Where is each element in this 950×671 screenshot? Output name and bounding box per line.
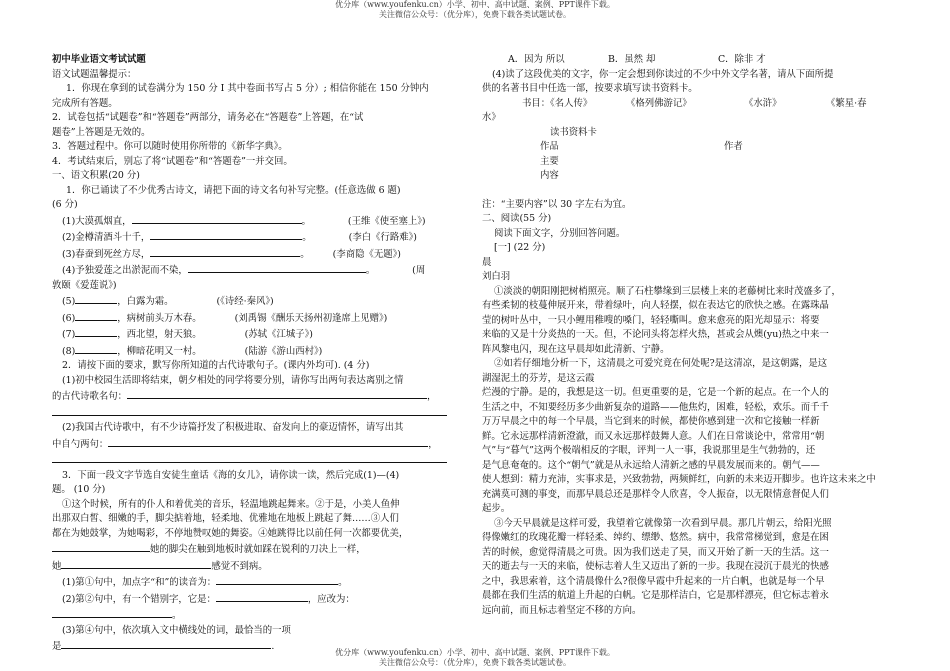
footer-line-1: 优分库（www.youfenku.cn）小学、初中、高中试题、案例、PPT课件下载。 [335,648,615,657]
poem-5-text: ，白露为霜。 [117,296,174,307]
notice-2: 2．试卷包括“试题卷”和“答题卷”两部分，请务必在“答题卷”上答题，在“试 [52,112,364,123]
options-row [482,53,902,68]
notice-4: 4．考试结束后，别忘了将“试题卷”和“答题卷”一并交回。 [52,155,293,167]
answer-blank[interactable] [150,229,302,240]
question-2-2-answer [52,436,470,453]
period: 。 [338,577,348,588]
card-author-label: 作者 [724,140,743,152]
header-line-1: 优分库（www.youfenku.cn）小学、初中、高中试题、案例、PPT课件下载。 [335,0,615,9]
option-a: A．因为 所以 [508,54,565,65]
question-1-score: (6 分) [52,199,78,210]
book-item: 《繁星·春 [826,97,867,109]
section-1-heading: 一、语文积累(20 分) [52,170,140,181]
header-line-2: 关注微信公众号：（优分库），免费下载各类试题试卷。 [379,10,571,19]
answer-blank[interactable] [75,293,117,304]
poem-4-end: 。 [365,265,376,276]
footer-line-2: 关注微信公众号：（优分库），免费下载各类试题试卷。 [379,658,571,667]
question-2-1-label: 的古代诗歌名句： [52,391,128,402]
question-4: (4)读了这段优美的文字，你一定会想到你读过的不少中外文学名著，请从下面所提 [492,68,834,80]
sub-question-3: (3)第④句中，依次填入文中横线处的词，最恰当的一项 [62,624,291,636]
poem-1-end: 。 [301,215,311,227]
answer-blank[interactable] [132,213,302,224]
poem-3-text: (3)春蚕到死丝方尽， [62,248,151,260]
reading-card [482,126,902,198]
passage-line: 都在为她鼓掌，为她喝彩，不停地赞叹她的舞姿。④她跳得比以前任何一次都要优美， [52,527,409,539]
answer-blank[interactable] [216,591,308,602]
essay-line: 起步。 [482,503,511,514]
card-title: 读书资料卡 [550,126,597,138]
book-item: 《格列佛游记》 [626,97,692,109]
poem-8-num: (8) [62,345,76,357]
essay-line: 鲜。它永远那样清新澄澈，而又永远那样鼓舞人意。人们在日常谈论中，常常用“朝 [482,430,825,442]
poem-7-num: (7) [62,329,76,340]
essay-line: 万万早晨之中的每一个早晨，当它到来的时候，都使你感到建一次和它接触一样新 [482,416,820,427]
poem-5-source: (《诗经·秦风》) [216,296,274,307]
poem-item-1 [52,213,470,230]
card-work-label: 作品 [540,140,559,152]
answer-blank[interactable] [188,262,366,273]
sub-question-2 [52,591,470,608]
poem-item-6 [52,310,470,327]
answer-blank[interactable] [52,607,172,618]
page-footer [0,648,950,668]
period: . [271,641,275,652]
poem-5-num: (5) [62,296,76,307]
answer-blank[interactable] [52,541,150,552]
question-2-1: (1)初中校园生活即将结束，朝夕相处的同学将要分别，请你写出两句表达离别之情 [62,374,404,386]
comma: ， [428,438,438,450]
question-2-2: (2)我国古代诗歌中，有不少诗篇抒发了积极进取、奋发向上的豪迈情怀，请写出其 [62,422,404,433]
essay-line: 使人想到：精力充沛，实事求是，兴致勃勃，两频鲜红，向新的未来迈开脚步。也许这未来之中 [482,474,876,485]
left-column [52,53,470,655]
essay-line: 苦的时候，愈觉得清晨之可贵。因为我们送走了昊，而又开始了新一天的生活。这一 [482,546,829,558]
poem-2-end: 。 [302,232,312,243]
poem-item-4 [52,262,470,279]
passage-line-blank [52,541,470,558]
answer-blank[interactable] [127,388,427,399]
essay-line: ①淡淡的朝阳刚把树梢照亮。顺了石柱攀缘到三层楼上来的老藤树比来时茂盛多了， [494,285,841,297]
sub-question-1-text: (1)第①句中，加点字“和”的读音为： [62,577,217,588]
poem-3-end: 。 [300,248,310,260]
essay-line: 远向前，而且标志着坚定不移的方向。 [482,604,642,616]
poem-7-text: ，西北望，射天狼。 [117,329,202,340]
poem-1-text: (1)大漠孤烟直， [62,215,132,227]
poem-6-num: (6) [62,312,76,324]
question-3-cont: 题。 (10 分) [52,484,106,495]
question-2-1-answer [52,388,470,405]
poem-6-source: (刘禹锡《酬乐天扬州初逢席上见赠》) [234,312,388,324]
essay-line: 晨都在我们生活的航道上升起的白帆。它是那样洁白，它是那样漂亮，但它标志着永 [482,590,829,601]
answer-blank[interactable] [75,343,117,354]
passage-line: 出那双白皙、细嫩的手，脚尖掂着地，轻柔地、优雅地在地板上跳起了舞……③人们 [52,513,399,524]
question-2-2-label: 中自勺两句： [52,438,109,450]
sub-question-3-label: 是 [52,641,62,652]
poem-2-text: (2)金樽清酒斗十千， [62,232,151,243]
exam-title: 初中毕业语文考试试题 [52,54,146,65]
answer-blank[interactable] [75,310,117,321]
essay-line: 之中，我思索着，这个清晨像什么?很像早霞中升起来的一片白帆，也就是每一个早 [482,575,825,587]
answer-line [52,405,470,422]
essay-line: 湖湿泥土的芬芳，是这云霞 [482,372,595,384]
essay-line: 阵风黎电闪，现在这早晨却如此清新、宁静。 [482,343,670,355]
poem-1-source: (王维《使至塞上》) [347,215,426,227]
poem-item-8 [52,343,470,360]
essay-line: 有些柔韧的枝蔓伸展开来，带着绿叶，向人轻摆，似在表达它的欣快之感。在露珠晶 [482,300,829,311]
essay-line: 得像嫩红的玫瑰花瓣一样轻柔、绰约、缥缈、悠然。病中，我常常梯觉到，愈是在困 [482,532,829,543]
option-c: C．除非 才 [718,54,766,65]
section-2-heading: 二、阅读(55 分) [482,213,552,224]
poem-4-source: (周 [412,265,426,276]
card-main-label: 主要 [540,155,559,167]
essay-author: 刘白羽 [482,271,511,282]
poem-7-source: (苏轼《江城子》) [244,329,313,340]
essay-body [482,285,902,619]
notice-2-cont: 题卷”上答题是无效的。 [52,126,151,138]
poem-item-5 [52,293,470,310]
passage-text: 她的脚尖在触到地板时就如踩在锐利的刀决上一样， [150,544,366,555]
page-header [0,0,950,20]
poem-8-text: ，柳暗花明又一村。 [117,345,202,357]
answer-blank[interactable] [150,246,300,257]
card-content-label: 内容 [540,169,559,181]
option-b: B．虽然 却 [608,54,656,65]
poem-8-source: (陆游《游山西村》) [244,345,323,357]
book-list [482,97,902,112]
essay-line: 天的逝去与一天的来临，使标志着人生又迈出了新的一步。我现在浸沉于晨光的快感 [482,561,829,572]
intro-label: 语文试题温馨提示： [52,68,137,80]
part-1-heading: [一] (22 分) [494,242,546,253]
essay-line: ③今天早晨就是这样可爱，我望着它就像第一次看到早晨。那几片朝云，给阳光照 [494,517,832,529]
essay-line: 烂漫的宁静。是的，我想是这一切。但更重要的是，它是一个新的起点。在一个人的 [482,387,829,398]
answer-blank[interactable] [216,574,338,585]
sub-question-1 [52,574,470,591]
poem-item-3 [52,246,470,263]
poem-item-2 [52,229,470,246]
passage-line: ①这个时候，所有的仆人和着优美的音乐，轻温地跳起舞来。②于是，小美人鱼伸 [62,498,400,510]
essay-line: 生活之中，不知要经历多少曲新复杂的道路——他焦灼，困难，轻松，欢乐。而千千 [482,401,829,413]
question-2: 2．请按下面的要求，默写你所知道的古代诗歌句子。(课内外均可). (4 分) [62,360,370,371]
essay-title: 晨 [482,256,492,268]
essay-line: 充满莫可测的事变，而那早晨总还是那样令人欣喜，令人振奋，以无限情意督促人们 [482,488,829,500]
poem-3-source: (李商隐《无题》) [332,248,401,260]
essay-line: 莹的树叶丛中，一只小鲤用稚嗖的嗓门，轻轻嘶叫。愈来愈亮的阳光却显示：将要 [482,314,820,326]
right-column [482,53,902,618]
poem-4-text: (4)予独爱莲之出淤泥而不染， [62,265,188,276]
answer-line [52,452,470,469]
question-1: 1．你已诵读了不少优秀古诗文，请把下面的诗文名句补写完整。(任意选做 6 题) [66,184,401,196]
notice-3: 3．答题过程中。你可以随时使用你所带的《新华字典》。 [52,141,288,152]
period: 。 [172,610,182,621]
question-4-cont: 供的名著书目中任选一部，按要求填写读书资料卡。 [482,83,698,94]
passage-text: 感觉不到病。 [211,560,268,572]
notice-1: 1．你现在拿到的试卷满分为 150 分 I 其中卷面书写占 5 分）; 相信你能在 150 分钟内 [66,83,429,94]
poem-item-7 [52,326,470,343]
answer-blank[interactable] [61,558,211,569]
poem-2-source: (李白《行路难》) [348,232,417,243]
essay-line: ②如若仔细地分析一下，这清晨之可爱究竟在何处呢?是这清凉，是这朝露，是这 [494,358,828,369]
comma: ， [427,391,437,402]
answer-blank[interactable] [75,326,117,337]
book-item: 《水浒》 [744,97,782,109]
sub-question-2-answer [52,607,470,624]
poem-4-source-cont: 敦颐《爱莲说》) [52,279,117,291]
answer-blank[interactable] [108,436,428,447]
notice-1-cont: 完成所有答题。 [52,97,118,109]
book-list-cont: 水》 [482,112,501,123]
answer-blank[interactable] [52,405,447,416]
card-note: 注：“主要内容”以 30 字左右为宜。 [482,198,632,210]
question-3: 3．下面一段文字节选自安徒生童话《海的女儿》，请你读一读，然后完成(1)—(4) [62,469,400,481]
book-item: 书目：《名人传》 [522,97,593,109]
passage-text: 她 [52,560,62,572]
sub-question-2-mid: ，应改为： [307,593,355,605]
poem-6-text: ，病树前头万木春。 [117,312,202,324]
essay-line: 是气息奄奄的。这个“朝气”就是从永远给人清新之感的早晨发展而来的。朝气—— [482,459,820,471]
answer-blank[interactable] [52,452,447,463]
essay-line: 气”与“暮气”这两个极端相反的字眼，评判一人一事，我说那里是生气勃勃的，还 [482,445,816,456]
sub-question-2-text: (2)第②句中，有一个错别字，它是： [62,593,216,605]
passage-line-blank [52,558,470,575]
essay-line: 来临的又是十分炎热的一天。但，不论同头将怎样火热，甚或会从燠(yu)热之中来一 [482,329,829,340]
section-2-instruction: 阅读下面文字，分别回答问题。 [494,227,626,239]
